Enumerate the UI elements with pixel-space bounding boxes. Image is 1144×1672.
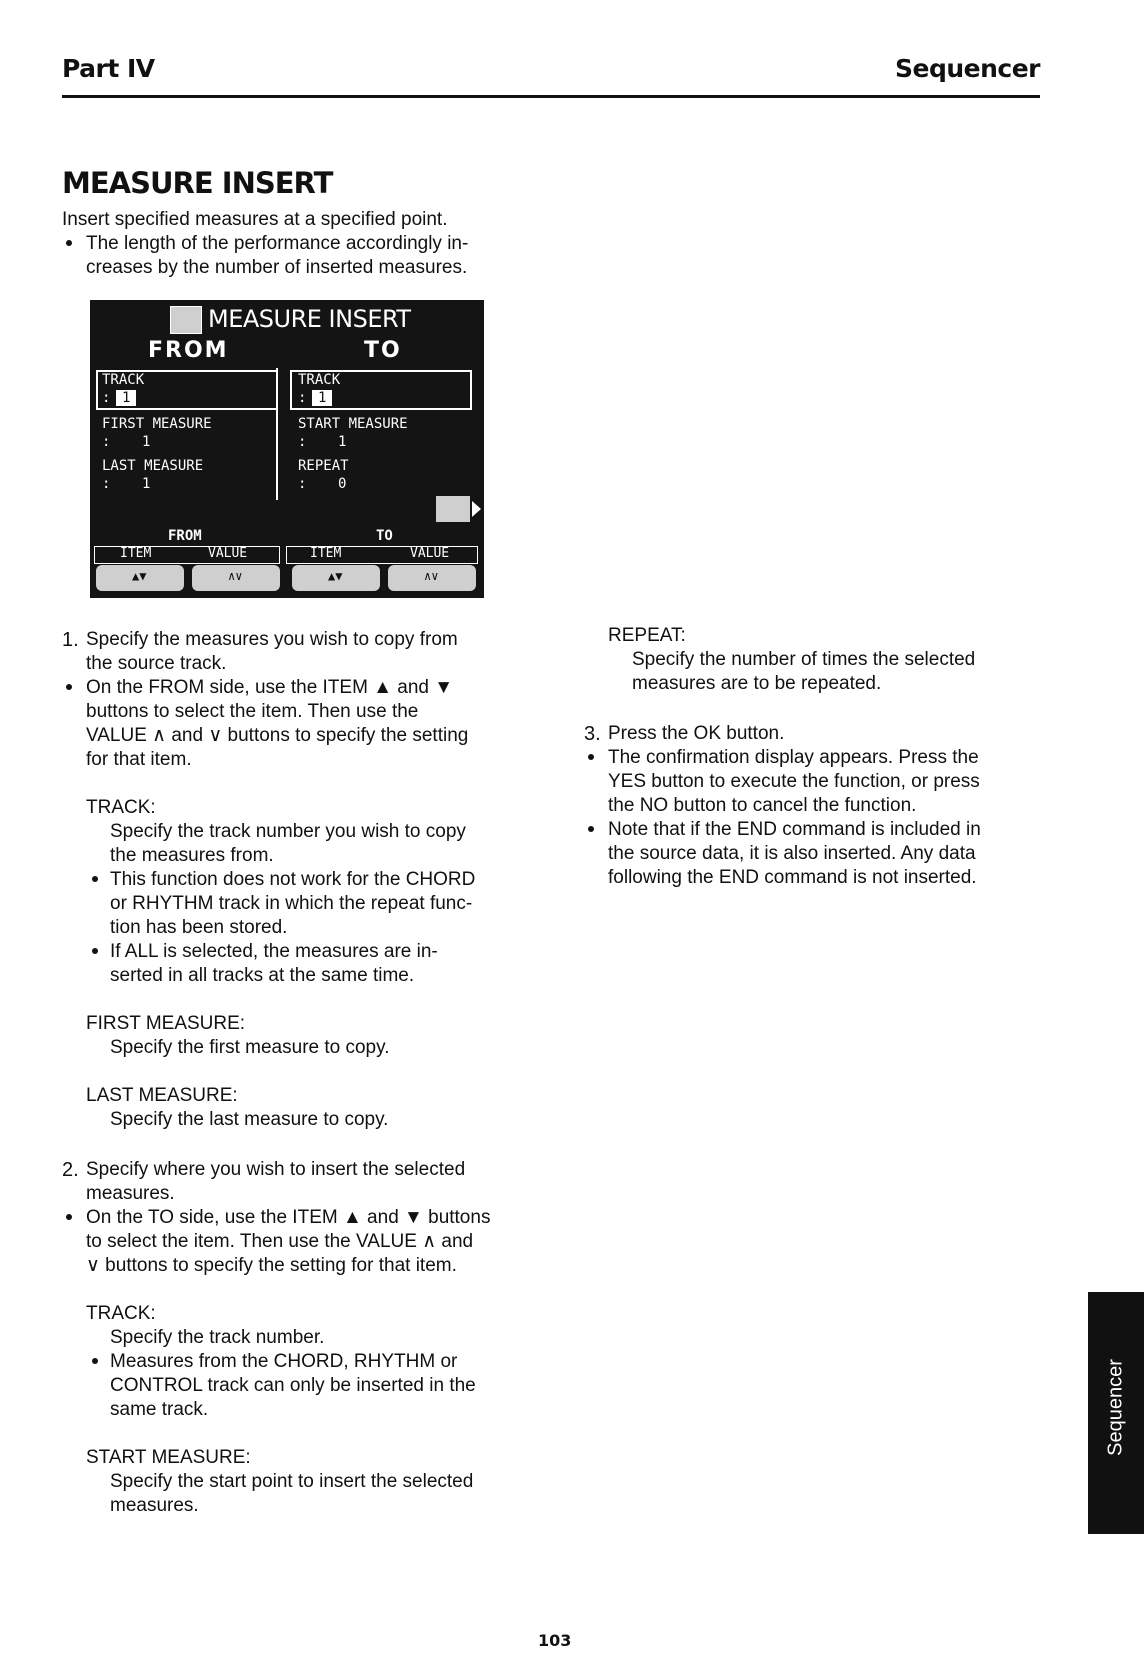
param-heading: LAST MEASURE: <box>86 1085 238 1106</box>
step3-bullet: following the END command is not inserted. <box>608 867 977 888</box>
from-item-label: ITEM <box>120 546 152 561</box>
to-start-label: START MEASURE <box>298 416 408 432</box>
step1-text: Specify the measures you wish to copy from <box>86 629 458 650</box>
param-text: Specify the start point to insert the selected <box>110 1471 474 1492</box>
from-item-button: ▲▼ <box>96 565 184 591</box>
step1-bullet: On the FROM side, use the ITEM ▲ and ▼ <box>86 677 454 698</box>
param-heading: TRACK: <box>86 1303 156 1324</box>
to-repeat-value: 0 <box>338 476 347 492</box>
lcd-bottom-to: TO <box>376 528 393 544</box>
page-number: 103 <box>538 1631 572 1650</box>
step1-bullet: for that item. <box>86 749 192 770</box>
to-track-label: TRACK <box>298 372 341 388</box>
sequencer-icon <box>170 306 202 334</box>
step3-text: Press the OK button. <box>608 723 785 744</box>
step2-bullet: On the TO side, use the ITEM ▲ and ▼ buttons <box>86 1207 491 1228</box>
side-tab-label: Sequencer <box>1104 1359 1127 1456</box>
colon: : <box>298 476 307 492</box>
step-number: 2. <box>62 1159 79 1181</box>
header-section-label: Sequencer <box>894 54 1040 83</box>
step3-bullet: Note that if the END command is included in <box>608 819 981 840</box>
colon: : <box>102 476 111 492</box>
bullet-dot <box>588 826 594 832</box>
step1-bullet: VALUE ∧ and ∨ buttons to specify the setting <box>86 725 469 746</box>
from-first-value: 1 <box>142 434 151 450</box>
step-number: 1. <box>62 629 79 651</box>
param-text: measures are to be repeated. <box>632 673 882 694</box>
side-tab <box>1088 1292 1144 1534</box>
colon: : <box>102 390 111 406</box>
section-title: MEASURE INSERT <box>62 166 333 200</box>
step2-bullet: to select the item. Then use the VALUE ∧ and <box>86 1231 474 1252</box>
param-bullet: CONTROL track can only be inserted in the <box>110 1375 476 1396</box>
colon: : <box>298 434 307 450</box>
param-bullet: If ALL is selected, the measures are in- <box>110 941 438 962</box>
bullet-dot <box>92 948 98 954</box>
to-item-label: ITEM <box>310 546 342 561</box>
param-text: Specify the track number you wish to copy <box>110 821 466 842</box>
to-value-button: ∧∨ <box>388 565 476 591</box>
to-value-label: VALUE <box>410 546 450 561</box>
from-last-label: LAST MEASURE <box>102 458 204 474</box>
from-track-value: 1 <box>116 390 136 406</box>
header-rule <box>62 95 1040 98</box>
param-heading: FIRST MEASURE: <box>86 1013 246 1034</box>
param-bullet: or RHYTHM track in which the repeat func- <box>110 893 473 914</box>
param-bullet: Measures from the CHORD, RHYTHM or <box>110 1351 458 1372</box>
lcd-from-heading: FROM <box>148 338 229 363</box>
param-bullet: same track. <box>110 1399 209 1420</box>
from-value-label: VALUE <box>208 546 248 561</box>
step3-bullet: the NO button to cancel the function. <box>608 795 917 816</box>
bullet-dot <box>92 1358 98 1364</box>
param-text: measures. <box>110 1495 199 1516</box>
lcd-title: MEASURE INSERT <box>208 305 411 333</box>
bullet-dot <box>588 754 594 760</box>
param-text: Specify the last measure to copy. <box>110 1109 389 1130</box>
step1-text: the source track. <box>86 653 227 674</box>
step3-bullet: The confirmation display appears. Press the <box>608 747 979 768</box>
divider <box>276 368 278 500</box>
step3-bullet: the source data, it is also inserted. Any data <box>608 843 976 864</box>
param-bullet: serted in all tracks at the same time. <box>110 965 415 986</box>
intro-bullet-cont: creases by the number of inserted measures. <box>86 257 468 278</box>
bullet-dot <box>66 1214 72 1220</box>
to-repeat-label: REPEAT <box>298 458 349 474</box>
param-heading: TRACK: <box>86 797 156 818</box>
param-text: Specify the first measure to copy. <box>110 1037 390 1058</box>
param-heading: START MEASURE: <box>86 1447 251 1468</box>
to-item-button: ▲▼ <box>292 565 380 591</box>
lcd-to-heading: TO <box>364 338 402 363</box>
step-number: 3. <box>584 723 601 745</box>
lcd-screen <box>90 300 484 598</box>
step1-bullet: buttons to select the item. Then use the <box>86 701 419 722</box>
param-text: Specify the number of times the selected <box>632 649 976 670</box>
from-track-label: TRACK <box>102 372 145 388</box>
step3-bullet: YES button to execute the function, or press <box>608 771 980 792</box>
bullet-dot <box>92 876 98 882</box>
colon: : <box>298 390 307 406</box>
step2-text: Specify where you wish to insert the selected <box>86 1159 466 1180</box>
param-text: Specify the track number. <box>110 1327 325 1348</box>
from-value-button: ∧∨ <box>192 565 280 591</box>
param-heading: REPEAT: <box>608 625 686 646</box>
param-bullet: tion has been stored. <box>110 917 288 938</box>
colon: : <box>102 434 111 450</box>
param-bullet: This function does not work for the CHORD <box>110 869 476 890</box>
from-first-label: FIRST MEASURE <box>102 416 212 432</box>
bullet-dot <box>66 240 72 246</box>
bullet-dot <box>66 684 72 690</box>
step2-bullet: ∨ buttons to specify the setting for that item. <box>86 1255 457 1276</box>
to-track-value: 1 <box>312 390 332 406</box>
step2-text: measures. <box>86 1183 175 1204</box>
from-last-value: 1 <box>142 476 151 492</box>
ok-arrow-icon <box>472 501 481 517</box>
to-start-value: 1 <box>338 434 347 450</box>
intro-bullet: The length of the performance accordingly in- <box>86 233 469 254</box>
lcd-bottom-from: FROM <box>168 528 202 544</box>
ok-icon <box>436 496 470 522</box>
lcd-button-row <box>96 565 478 593</box>
header-part-label: Part IV <box>62 54 155 83</box>
intro-text: Insert specified measures at a specified point. <box>62 209 448 230</box>
param-text: the measures from. <box>110 845 274 866</box>
